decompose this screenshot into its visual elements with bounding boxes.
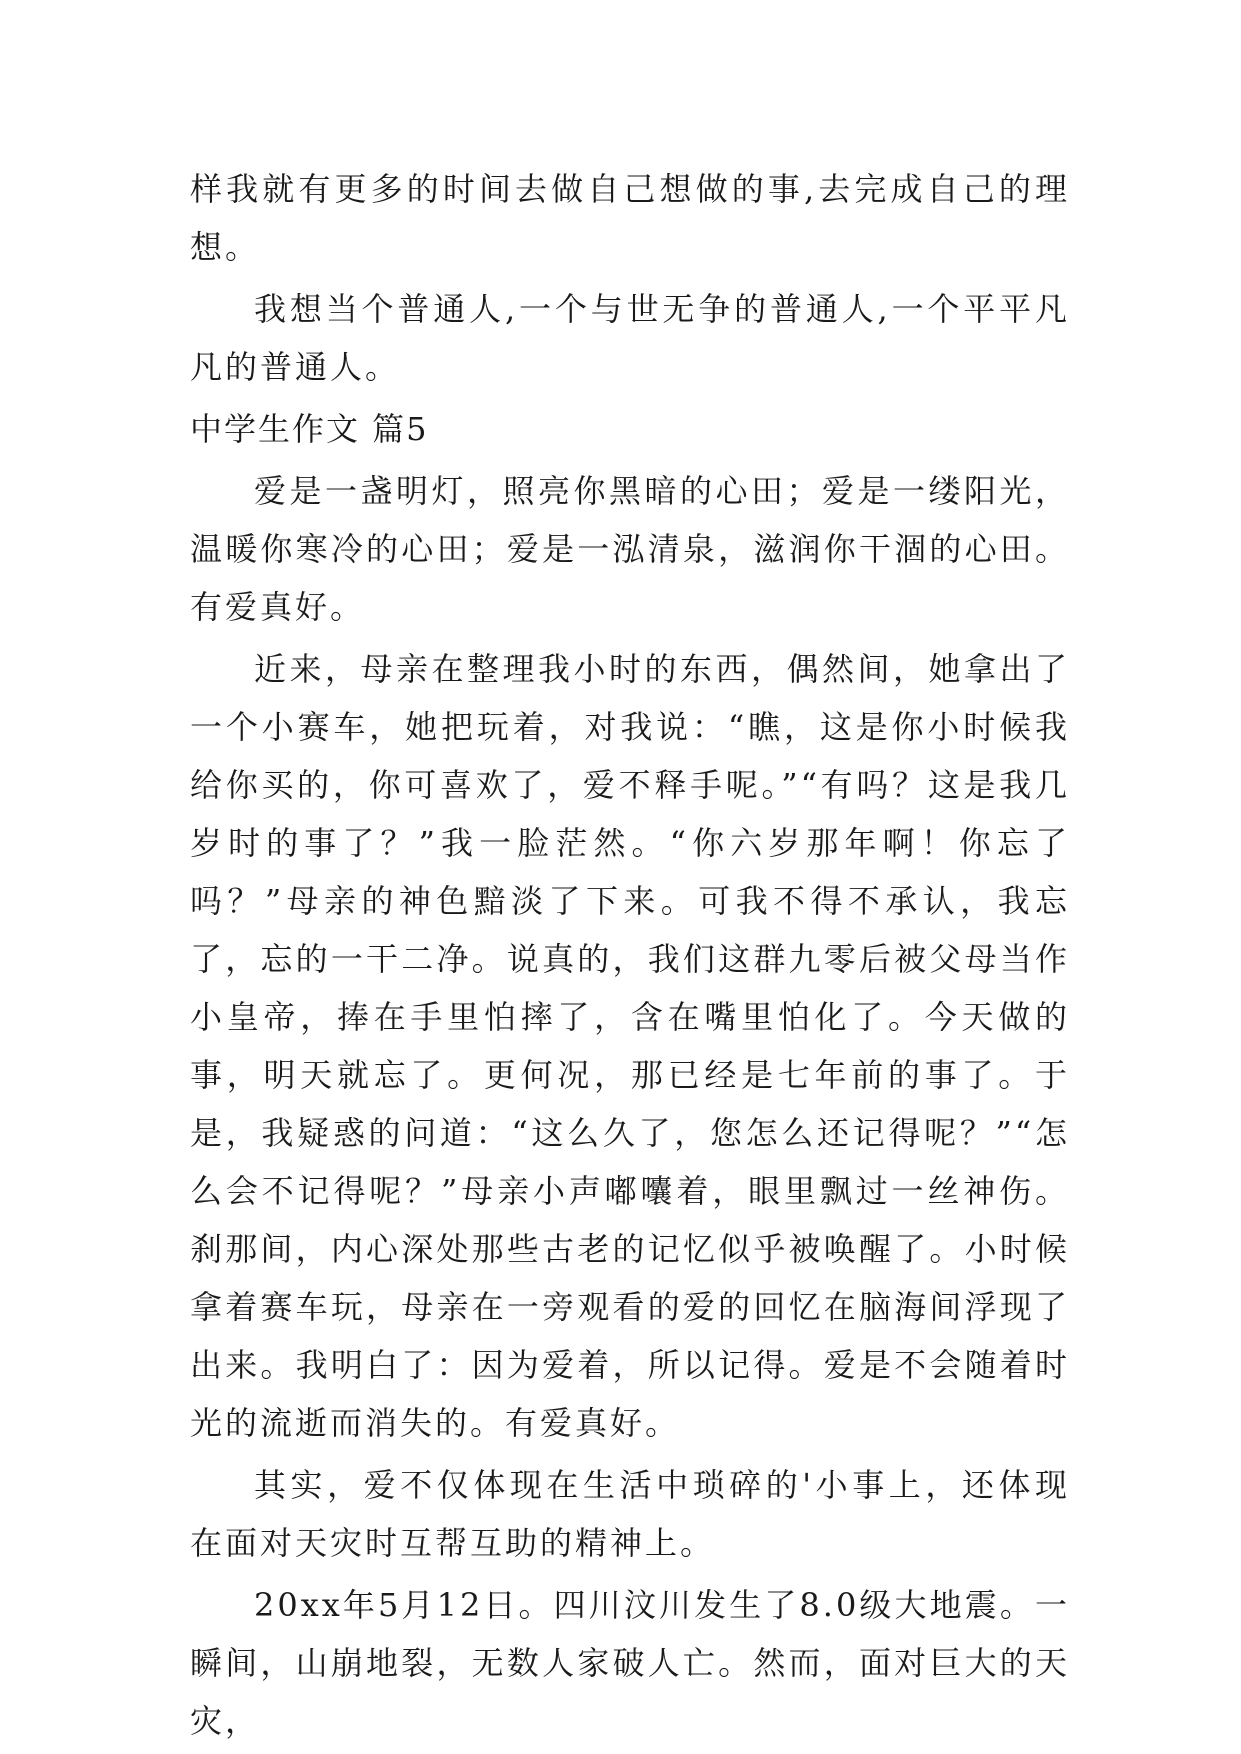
essay-heading: 中学生作文 篇5 xyxy=(190,410,429,448)
document-body xyxy=(190,160,1070,1754)
paragraph-love-intro: 爱是一盏明灯，照亮你黑暗的心田；爱是一缕阳光，温暖你寒冷的心田；爱是一泓清泉，滋润你干涸的心田。有爱真好。 xyxy=(190,472,1070,626)
paragraph-mutual-help: 其实，爱不仅体现在生活中琐碎的'小事上，还体现在面对天灾时互帮互助的精神上。 xyxy=(190,1466,1070,1562)
paragraph-ordinary-person: 我想当个普通人,一个与世无争的普通人,一个平平凡凡的普通人。 xyxy=(190,290,1070,386)
paragraph-earthquake: 20xx年5月12日。四川汶川发生了8.0级大地震。一瞬间，山崩地裂，无数人家破人亡。然而，面对巨大的天灾， xyxy=(190,1586,1070,1740)
paragraph-race-car-memory: 近来，母亲在整理我小时的东西，偶然间，她拿出了一个小赛车，她把玩着，对我说：“瞧，这是你小时候我给你买的，你可喜欢了，爱不释手呢。”“有吗？这是我几岁时的事了？”我一脸茫然。“你六岁那年啊！你忘了吗？”母亲的神色黯淡了下来。可我不得不承认，我忘了，忘的一干二净。说真的，我们这群九零后被父母当作小皇帝，捧在手里怕摔了，含在嘴里怕化了。今天做的事，明天就忘了。更何况，那已经是七年前的事了。于是，我疑惑的问道：“这么久了，您怎么还记得呢？”“怎么会不记得呢？”母亲小声嘟囔着，眼里飘过一丝神伤。刹那间，内心深处那些古老的记忆似乎被唤醒了。小时候拿着赛车玩，母亲在一旁观看的爱的回忆在脑海间浮现了出来。我明白了：因为爱着，所以记得。爱是不会随着时光的流逝而消失的。有爱真好。 xyxy=(190,650,1070,1442)
continuation-paragraph: 样我就有更多的时间去做自己想做的事,去完成自己的理想。 xyxy=(190,170,1070,266)
